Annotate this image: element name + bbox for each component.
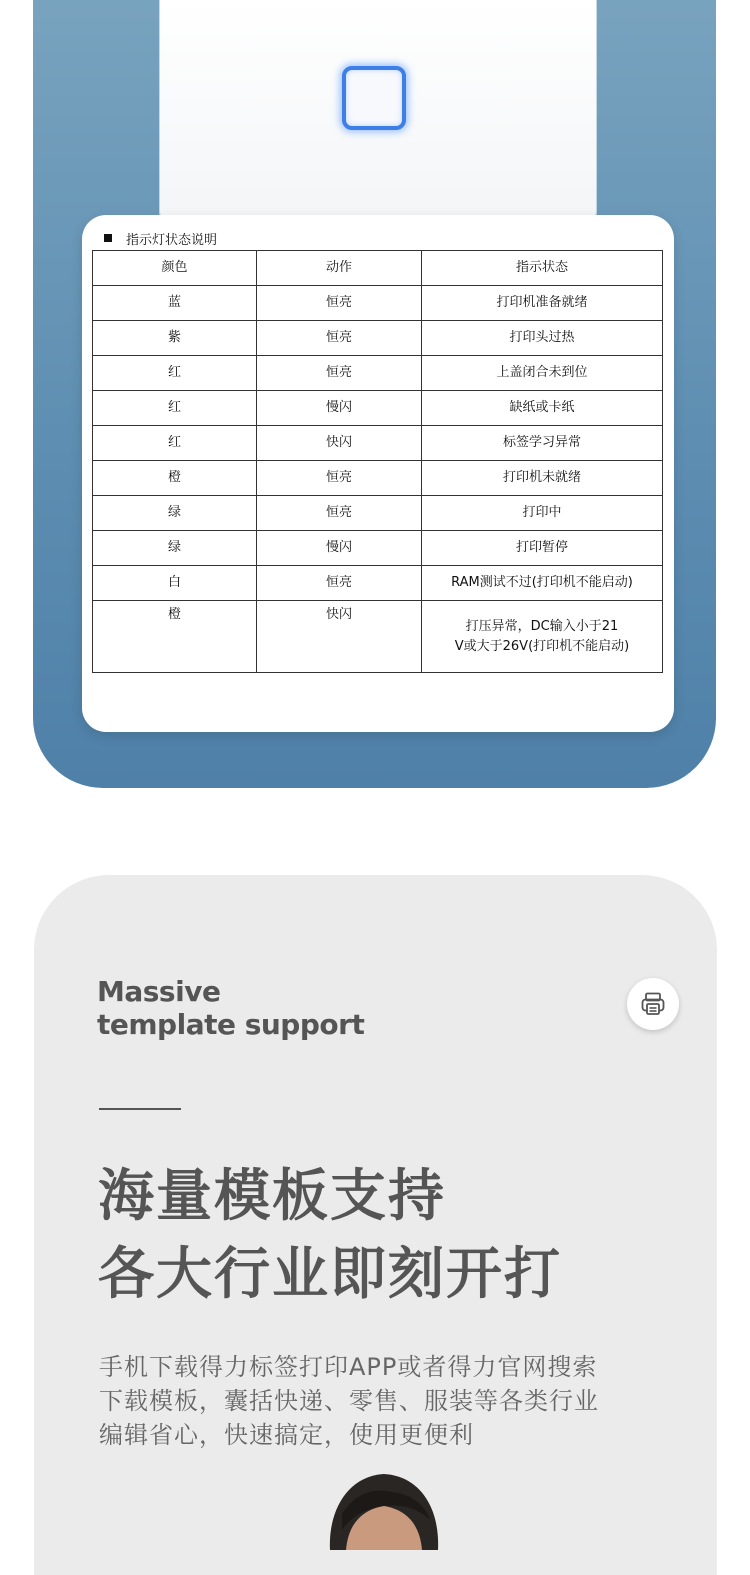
cell-status-line: 打压异常，DC输入小于21 — [465, 619, 619, 634]
cell-status: RAM测试不过(打印机不能启动) — [422, 566, 663, 601]
table-row — [93, 461, 663, 496]
description-line: 手机下载得力标签打印APP或者得力官网搜索 — [99, 1353, 598, 1381]
cell-status: 打印头过热 — [422, 321, 663, 356]
printer-power-button-indicator — [342, 66, 406, 130]
cell-color: 蓝 — [93, 286, 257, 321]
cell-status: 打印暂停 — [422, 531, 663, 566]
cell-status: 标签学习异常 — [422, 426, 663, 461]
cell-status — [422, 601, 663, 673]
cell-color: 紫 — [93, 321, 257, 356]
english-title-line: Massive — [97, 975, 221, 1008]
table-row — [93, 426, 663, 461]
description-line: 编辑省心，快速搞定，使用更便利 — [99, 1421, 474, 1449]
cell-color: 红 — [93, 426, 257, 461]
table-header-row — [93, 251, 663, 286]
chinese-title — [98, 1158, 698, 1314]
cell-status: 打印机准备就绪 — [422, 286, 663, 321]
cell-action: 恒亮 — [257, 286, 422, 321]
column-header-action: 动作 — [257, 251, 422, 286]
template-printer-button[interactable] — [627, 978, 679, 1030]
cell-color: 红 — [93, 356, 257, 391]
cell-color: 白 — [93, 566, 257, 601]
cell-color: 绿 — [93, 531, 257, 566]
indicator-status-table — [92, 250, 663, 673]
cell-status: 缺纸或卡纸 — [422, 391, 663, 426]
cell-status: 打印中 — [422, 496, 663, 531]
description-line: 下载模板，囊括快递、零售、服装等各类行业 — [99, 1387, 599, 1415]
cell-color: 红 — [93, 391, 257, 426]
english-title — [97, 975, 497, 1041]
printer-icon — [640, 991, 666, 1017]
table-row — [93, 321, 663, 356]
bullet-square-icon — [104, 234, 112, 242]
table-row — [93, 356, 663, 391]
cell-action: 快闪 — [257, 601, 422, 673]
cell-action: 慢闪 — [257, 391, 422, 426]
table-row — [93, 391, 663, 426]
cell-action: 恒亮 — [257, 496, 422, 531]
cell-color: 绿 — [93, 496, 257, 531]
table-row — [93, 601, 663, 673]
template-description — [99, 1350, 679, 1452]
table-row — [93, 566, 663, 601]
indicator-table-title: 指示灯状态说明 — [126, 232, 218, 248]
cell-action: 慢闪 — [257, 531, 422, 566]
section-divider — [99, 1108, 181, 1110]
cell-status: 上盖闭合未到位 — [422, 356, 663, 391]
cell-action: 恒亮 — [257, 321, 422, 356]
cell-action: 恒亮 — [257, 461, 422, 496]
indicator-table-heading — [104, 229, 217, 247]
chinese-title-line: 各大行业即刻开打 — [98, 1242, 562, 1307]
chinese-title-line: 海量模板支持 — [98, 1164, 446, 1229]
column-header-status: 指示状态 — [422, 251, 663, 286]
cell-color: 橙 — [93, 461, 257, 496]
table-row — [93, 286, 663, 321]
cell-status: 打印机未就绪 — [422, 461, 663, 496]
cell-status-line: V或大于26V(打印机不能启动) — [454, 638, 630, 654]
table-row — [93, 531, 663, 566]
column-header-color: 颜色 — [93, 251, 257, 286]
cell-action: 快闪 — [257, 426, 422, 461]
cell-action: 恒亮 — [257, 566, 422, 601]
english-title-line: template support — [97, 1008, 365, 1041]
person-photo — [322, 1470, 446, 1550]
cell-color: 橙 — [93, 601, 257, 673]
table-row — [93, 496, 663, 531]
cell-action: 恒亮 — [257, 356, 422, 391]
